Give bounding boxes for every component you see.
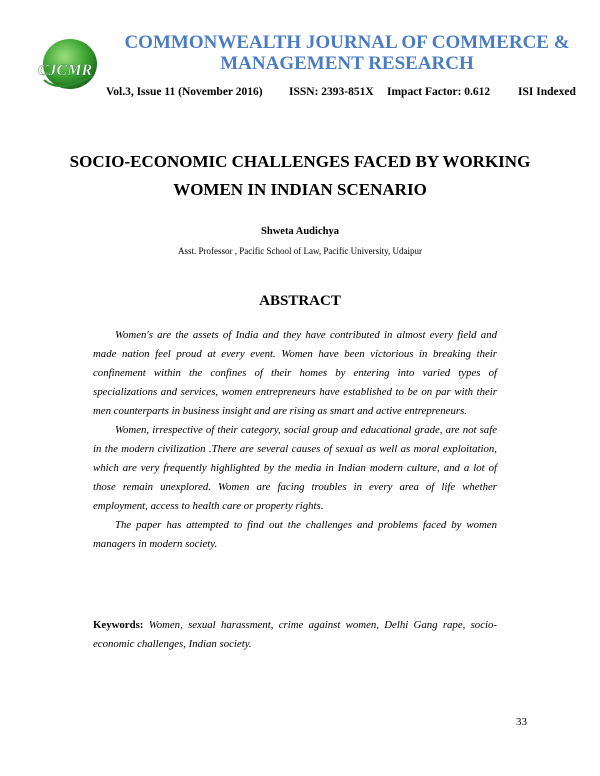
- abstract-heading: ABSTRACT: [259, 293, 341, 309]
- issn: ISSN: 2393-851X: [289, 86, 374, 98]
- author-affiliation: Asst. Professor , Pacific School of Law, Pacific University, Udaipur: [177, 246, 423, 256]
- author-name: Shweta Audichya: [261, 226, 339, 237]
- keywords: [93, 616, 497, 654]
- abstract-paragraph: The paper has attempted to find out the challenges and problems faced by women managers in modern society.: [93, 519, 497, 550]
- keywords-label: Keywords:: [93, 619, 144, 631]
- journal-logo: [30, 34, 100, 96]
- logo-text: CJCMR: [37, 62, 93, 79]
- keywords-text: Women, sexual harassment, crime against women, Delhi Gang rape, socio-economic challenges, Indian society.: [93, 619, 497, 650]
- abstract-paragraph: Women, irrespective of their category, social group and educational grade, are not safe in the modern civilization .There are several causes of sexual as well as moral exploitation, which are very frequently highlighted by the media in Indian modern culture, and a lot of those remain unexplored. Women are facing troubles in every area of life whether employment, access to health care or property rights.: [93, 424, 497, 512]
- abstract-paragraph: Women's are the assets of India and they have contributed in almost every field and made nation feel proud at every event. Women have been victorious in breaking their confinement within the confines of their homes by entering into varied types of specializations and services, women entrepreneurs have established to be on par with their men counterparts in business insight and are rising as smart and active entrepreneurs.: [93, 329, 497, 417]
- indexing: ISI Indexed: [518, 86, 576, 98]
- abstract-body: [93, 326, 497, 554]
- paper-title: SOCIO-ECONOMIC CHALLENGES FACED BY WORKING WOMEN IN INDIAN SCENARIO: [69, 152, 531, 199]
- page-number: 33: [516, 716, 527, 728]
- volume-issue: Vol.3, Issue 11 (November 2016): [106, 86, 263, 98]
- journal-meta: [106, 86, 586, 104]
- journal-title: COMMONWEALTH JOURNAL OF COMMERCE & MANAGEMENT RESEARCH: [124, 32, 570, 74]
- impact-factor: Impact Factor: 0.612: [387, 86, 491, 98]
